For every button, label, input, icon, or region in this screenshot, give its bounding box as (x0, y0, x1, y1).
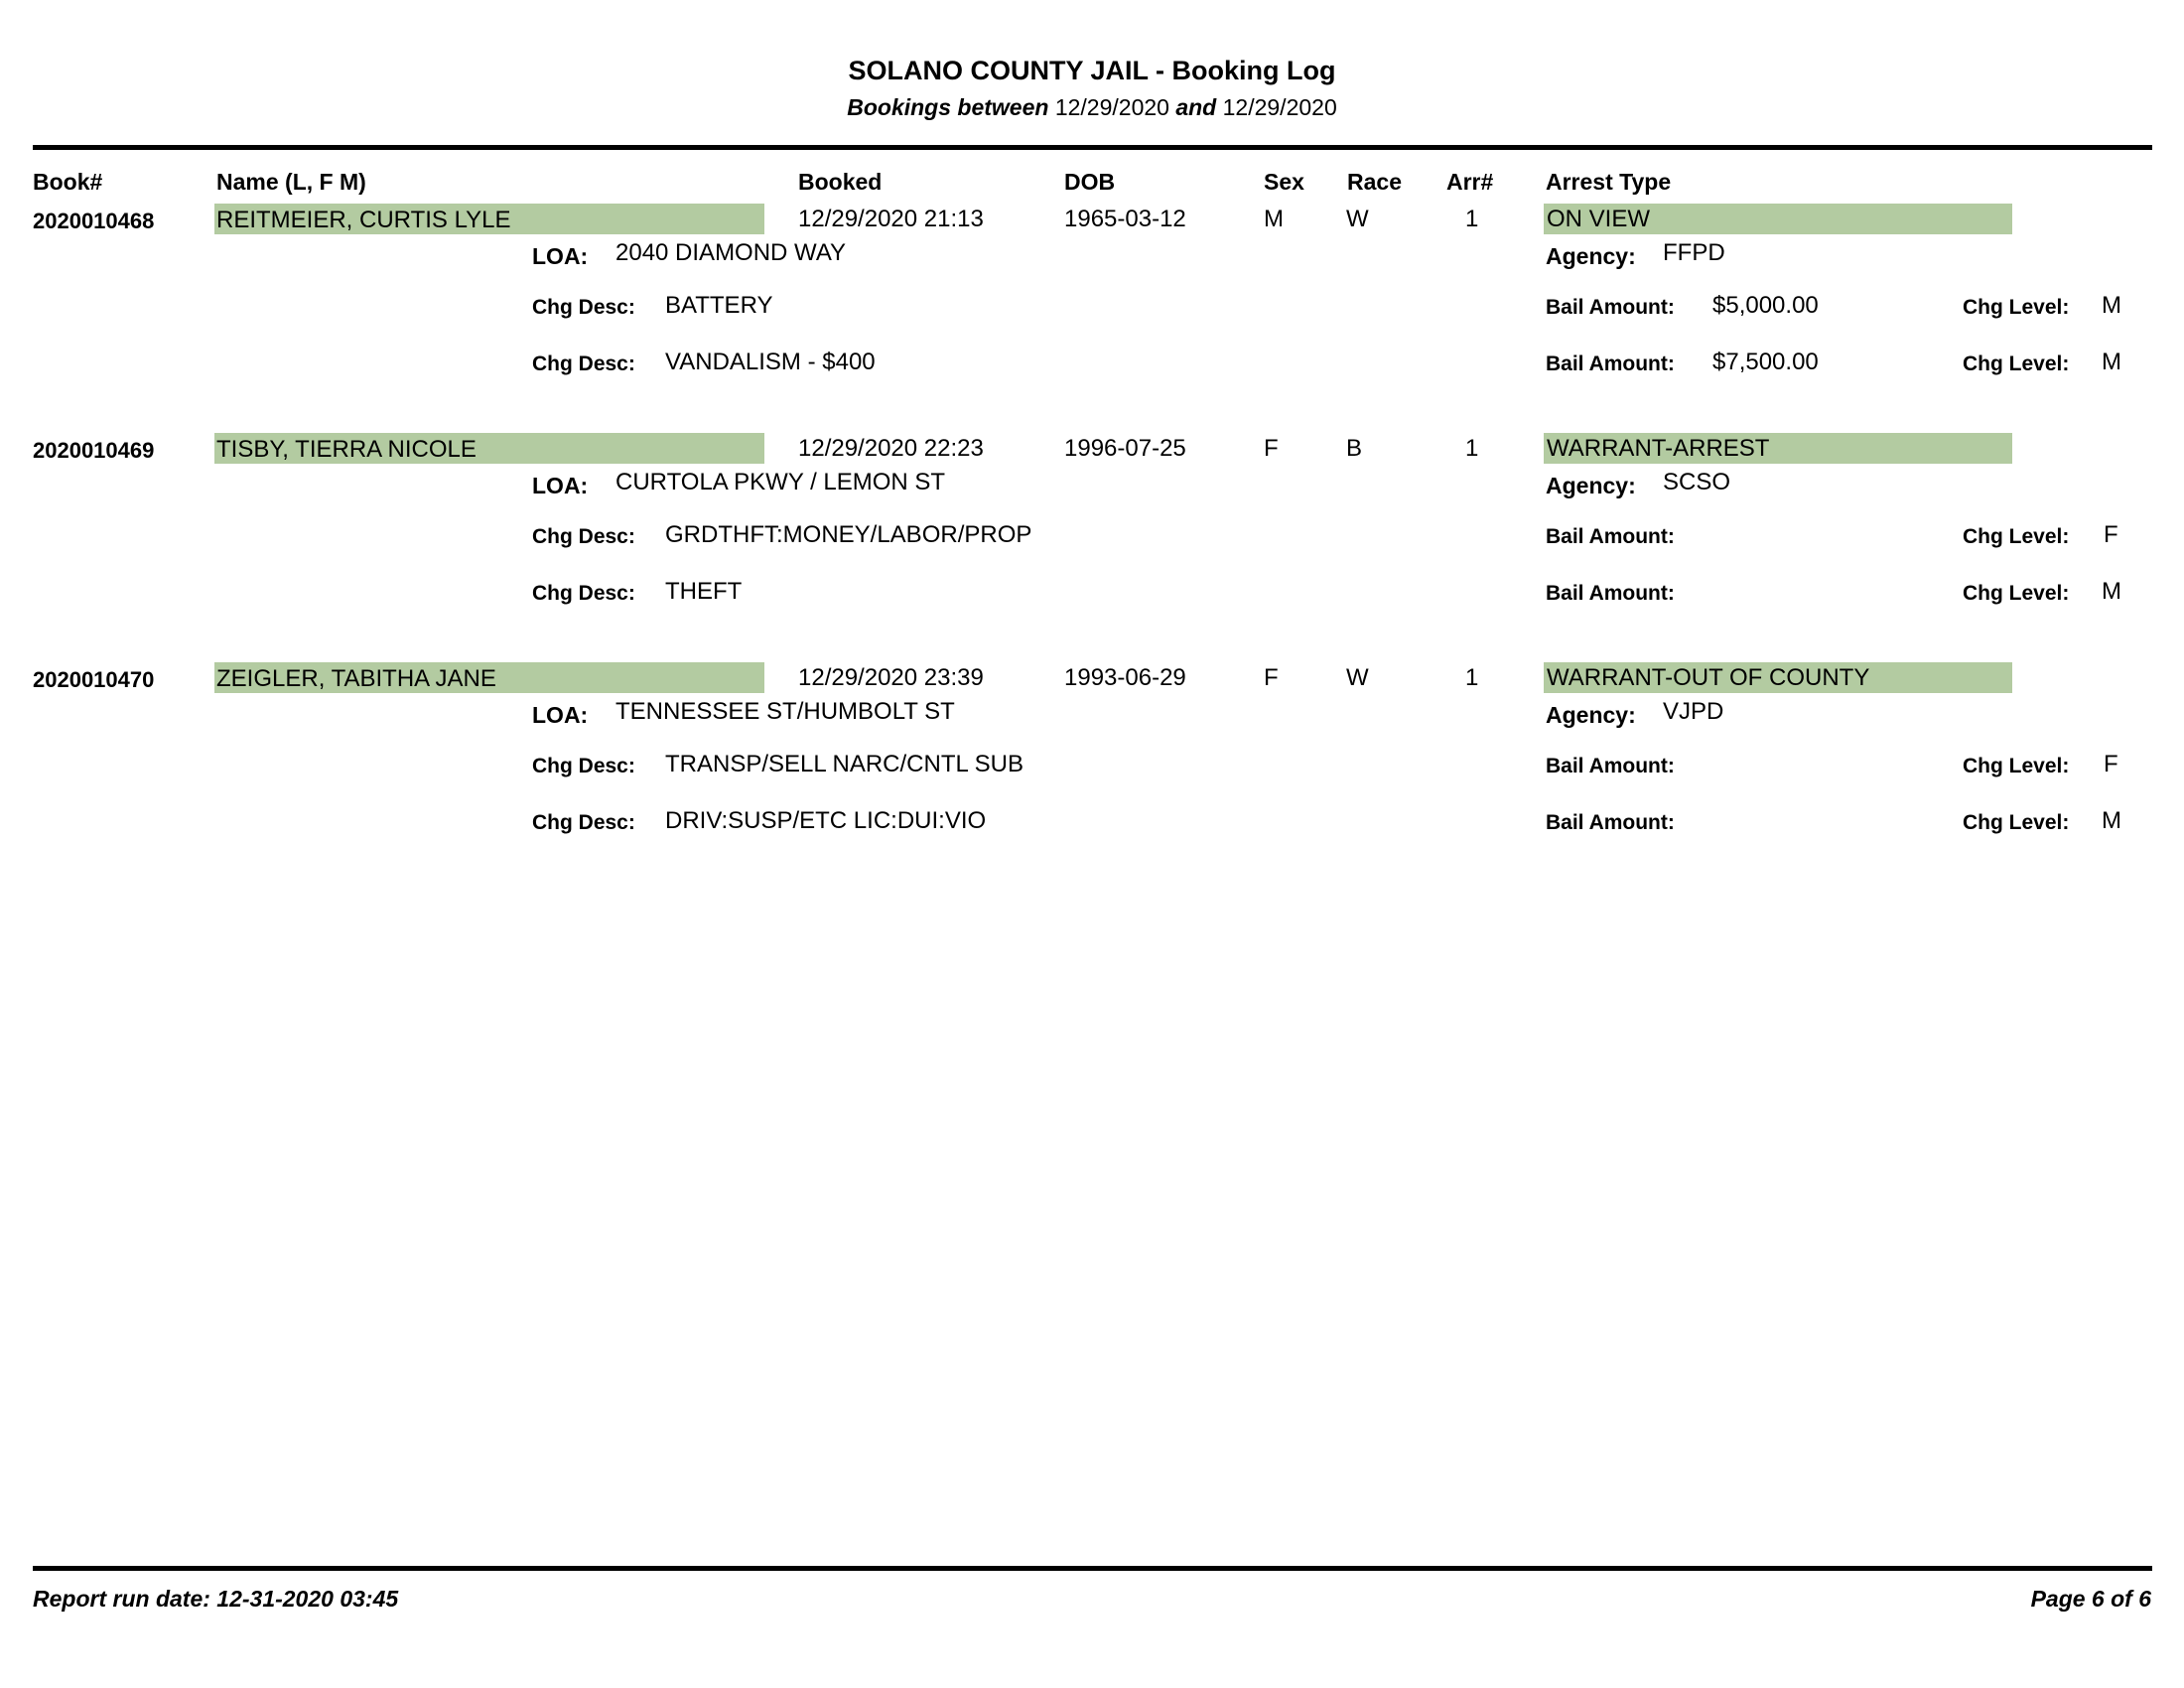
col-header-arr: Arr# (1446, 169, 1494, 195)
report-title: SOLANO COUNTY JAIL - Booking Log (848, 56, 1336, 85)
chg-desc-value: THEFT (665, 578, 743, 605)
chg-level-label: Chg Level: (1963, 582, 2070, 605)
start-date: 12/29/2020 (1054, 94, 1169, 120)
arrest-type: WARRANT-ARREST (1547, 435, 1770, 462)
agency-value: SCSO (1663, 469, 1731, 495)
chg-level-label: Chg Level: (1963, 525, 2070, 548)
race: W (1346, 206, 1369, 232)
race: B (1346, 435, 1363, 462)
chg-level-label: Chg Level: (1963, 755, 2070, 777)
bail-amount-label: Bail Amount: (1546, 296, 1675, 319)
agency-label: Agency: (1546, 473, 1636, 498)
book-number: 2020010469 (33, 438, 155, 463)
chg-desc-label: Chg Desc: (532, 582, 635, 605)
loa-value: CURTOLA PKWY / LEMON ST (615, 469, 946, 495)
col-header-name: Name (L, F M) (216, 169, 366, 195)
sex: F (1264, 435, 1279, 462)
bail-amount-label: Bail Amount: (1546, 755, 1675, 777)
chg-desc-label: Chg Desc: (532, 811, 635, 834)
sex: F (1264, 664, 1279, 691)
page-number: Page 6 of 6 (2030, 1586, 2151, 1612)
col-header-race: Race (1347, 169, 1402, 195)
loa-value: 2040 DIAMOND WAY (615, 239, 847, 266)
chg-level-label: Chg Level: (1963, 352, 2070, 375)
bail-amount-label: Bail Amount: (1546, 525, 1675, 548)
arrest-number: 1 (1465, 206, 1479, 232)
booked-datetime: 12/29/2020 22:23 (798, 435, 984, 462)
loa-label: LOA: (532, 473, 589, 498)
bail-amount-label: Bail Amount: (1546, 352, 1675, 375)
dob: 1996-07-25 (1064, 435, 1186, 462)
chg-desc-value: VANDALISM - $400 (665, 349, 876, 375)
sex: M (1264, 206, 1284, 232)
arrest-type: ON VIEW (1547, 206, 1651, 232)
booked-datetime: 12/29/2020 21:13 (798, 206, 984, 232)
col-header-dob: DOB (1064, 169, 1116, 195)
col-header-sex: Sex (1264, 169, 1304, 195)
chg-desc-value: BATTERY (665, 292, 773, 319)
col-header-booked: Booked (798, 169, 883, 195)
arrest-type: WARRANT-OUT OF COUNTY (1547, 664, 1870, 691)
chg-level-value: F (2104, 751, 2118, 777)
inmate-name: ZEIGLER, TABITHA JANE (216, 665, 496, 692)
chg-desc-label: Chg Desc: (532, 755, 635, 777)
end-date: 12/29/2020 (1222, 94, 1337, 120)
chg-level-value: F (2104, 521, 2118, 548)
chg-level-value: M (2102, 292, 2121, 319)
chg-desc-label: Chg Desc: (532, 296, 635, 319)
bottom-rule (33, 1566, 2152, 1571)
report-subtitle (0, 94, 2184, 121)
chg-level-value: M (2102, 807, 2121, 834)
chg-desc-value: TRANSP/SELL NARC/CNTL SUB (665, 751, 1024, 777)
agency-label: Agency: (1546, 243, 1636, 269)
inmate-name: TISBY, TIERRA NICOLE (216, 436, 477, 463)
subtitle-and: and (1175, 94, 1217, 120)
bail-amount-label: Bail Amount: (1546, 582, 1675, 605)
race: W (1346, 664, 1369, 691)
inmate-name: REITMEIER, CURTIS LYLE (216, 207, 511, 233)
top-rule (33, 145, 2152, 150)
agency-label: Agency: (1546, 702, 1636, 728)
loa-value: TENNESSEE ST/HUMBOLT ST (615, 698, 955, 725)
book-number: 2020010468 (33, 209, 155, 233)
agency-value: FFPD (1663, 239, 1725, 266)
loa-label: LOA: (532, 702, 589, 728)
loa-label: LOA: (532, 243, 589, 269)
subtitle-prefix: Bookings between (847, 94, 1049, 120)
chg-level-value: M (2102, 349, 2121, 375)
booked-datetime: 12/29/2020 23:39 (798, 664, 984, 691)
agency-value: VJPD (1663, 698, 1724, 725)
arrest-number: 1 (1465, 664, 1479, 691)
chg-level-label: Chg Level: (1963, 296, 2070, 319)
book-number: 2020010470 (33, 667, 155, 692)
col-header-arrest-type: Arrest Type (1546, 169, 1672, 195)
chg-desc-value: GRDTHFT:MONEY/LABOR/PROP (665, 521, 1032, 548)
chg-level-label: Chg Level: (1963, 811, 2070, 834)
bail-amount-value: $5,000.00 (1712, 292, 1819, 319)
chg-desc-label: Chg Desc: (532, 352, 635, 375)
dob: 1993-06-29 (1064, 664, 1186, 691)
chg-desc-label: Chg Desc: (532, 525, 635, 548)
bail-amount-value: $7,500.00 (1712, 349, 1819, 375)
bail-amount-label: Bail Amount: (1546, 811, 1675, 834)
report-run-date: Report run date: 12-31-2020 03:45 (33, 1586, 399, 1612)
dob: 1965-03-12 (1064, 206, 1186, 232)
col-header-book: Book# (33, 169, 103, 195)
chg-level-value: M (2102, 578, 2121, 605)
chg-desc-value: DRIV:SUSP/ETC LIC:DUI:VIO (665, 807, 987, 834)
arrest-number: 1 (1465, 435, 1479, 462)
